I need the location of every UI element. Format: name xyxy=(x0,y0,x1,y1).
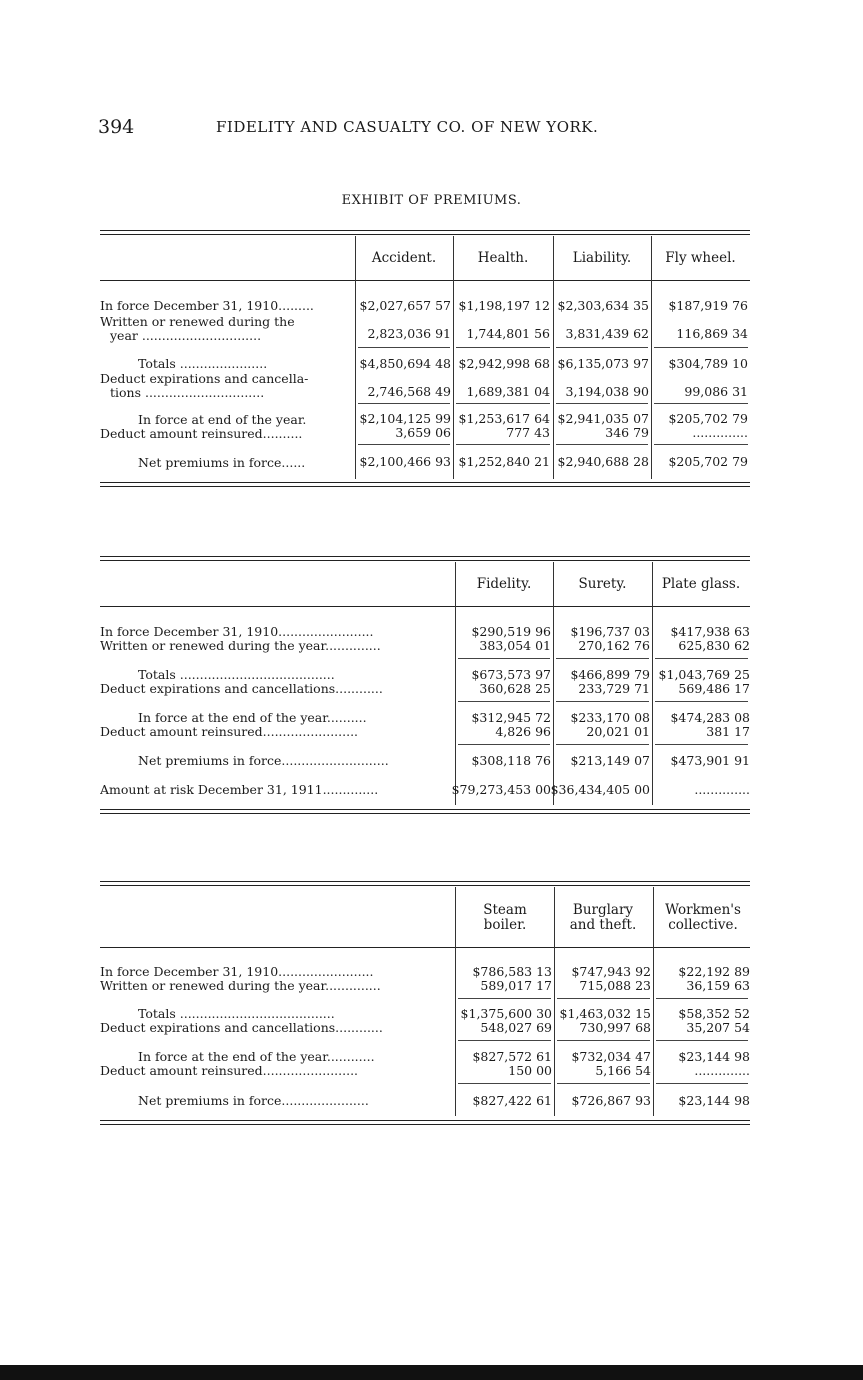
cell-value: $1,463,032 15 xyxy=(559,1006,651,1021)
cell-value: 35,207 54 xyxy=(686,1020,750,1035)
cell-value: 36,159 63 xyxy=(686,978,750,993)
cell-value: $2,303,634 35 xyxy=(557,298,649,313)
cell-value: 381 17 xyxy=(706,724,750,739)
cell-value: 625,830 62 xyxy=(678,638,750,653)
cell-value: 346 79 xyxy=(605,425,649,440)
column-header-burglary-theft: Burglary and theft. xyxy=(569,902,637,933)
cell-value: $233,170 08 xyxy=(570,710,650,725)
cell-value: $2,104,125 99 xyxy=(359,411,451,426)
cell-value: $474,283 08 xyxy=(670,710,750,725)
cell-value: $187,919 76 xyxy=(668,298,748,313)
scan-edge-bar xyxy=(0,1365,863,1380)
column-header-liability: Liability. xyxy=(572,250,632,266)
cell-value: $726,867 93 xyxy=(571,1093,651,1108)
cell-value: 1,689,381 04 xyxy=(466,384,550,399)
column-header-fidelity: Fidelity. xyxy=(476,576,532,592)
cell-value: 2,823,036 91 xyxy=(367,326,451,341)
column-header-accident: Accident. xyxy=(371,250,437,266)
cell-value: 3,831,439 62 xyxy=(565,326,649,341)
row-label: Written or renewed during the xyxy=(100,314,295,329)
row-label: Totals ....................................... xyxy=(138,1006,335,1021)
cell-value: $673,573 97 xyxy=(471,667,551,682)
cell-value: 233,729 71 xyxy=(578,681,650,696)
column-header-steam-boiler: Steam boiler. xyxy=(483,902,527,933)
exhibit-title: EXHIBIT OF PREMIUMS. xyxy=(341,193,522,208)
row-label: Net premiums in force........................... xyxy=(138,753,389,768)
page-number: 394 xyxy=(98,116,135,138)
row-label: In force at the end of the year.......... xyxy=(138,710,367,725)
cell-value: 5,166 54 xyxy=(595,1063,651,1078)
cell-value: $304,789 10 xyxy=(668,356,748,371)
cell-value: $196,737 03 xyxy=(570,624,650,639)
premiums-table-accident-health xyxy=(100,230,750,495)
cell-value: $2,027,657 57 xyxy=(359,298,451,313)
cell-value: 360,628 25 xyxy=(479,681,551,696)
cell-value: 730,997 68 xyxy=(579,1020,651,1035)
cell-value: .............. xyxy=(692,425,748,440)
row-label: In force December 31, 1910........................ xyxy=(100,964,374,979)
row-label: In force December 31, 1910........................ xyxy=(100,624,374,639)
row-label: Written or renewed during the year.............. xyxy=(100,978,381,993)
row-label: In force at the end of the year............ xyxy=(138,1049,375,1064)
cell-value: 777 43 xyxy=(506,425,550,440)
cell-value: 270,162 76 xyxy=(578,638,650,653)
cell-value: $2,941,035 07 xyxy=(557,411,649,426)
column-header-plate-glass: Plate glass. xyxy=(661,576,741,592)
cell-value: 1,744,801 56 xyxy=(466,326,550,341)
cell-value: $23,144 98 xyxy=(678,1049,750,1064)
cell-value: 99,086 31 xyxy=(684,384,748,399)
cell-value: $205,702 79 xyxy=(668,411,748,426)
cell-value: $4,850,694 48 xyxy=(359,356,451,371)
row-label: Deduct expirations and cancella- xyxy=(100,371,309,386)
cell-value: $466,899 79 xyxy=(570,667,650,682)
row-label: Amount at risk December 31, 1911.............. xyxy=(100,782,379,797)
row-label: Deduct expirations and cancellations............ xyxy=(100,681,383,696)
cell-value: 116,869 34 xyxy=(676,326,748,341)
row-label: Net premiums in force...... xyxy=(138,455,306,470)
column-header-fly-wheel: Fly wheel. xyxy=(665,250,736,266)
row-label: In force at end of the year. xyxy=(138,412,307,427)
cell-value: 3,659 06 xyxy=(395,425,451,440)
cell-value: 548,027 69 xyxy=(480,1020,552,1035)
cell-value: $747,943 92 xyxy=(571,964,651,979)
cell-value: $1,375,600 30 xyxy=(460,1006,552,1021)
cell-value: $312,945 72 xyxy=(471,710,551,725)
cell-value: $2,100,466 93 xyxy=(359,454,451,469)
cell-value: 383,054 01 xyxy=(479,638,551,653)
cell-value: 589,017 17 xyxy=(480,978,552,993)
row-label: Deduct amount reinsured........................ xyxy=(100,1063,359,1078)
premiums-table-steam-boiler-burglary xyxy=(100,881,750,1131)
column-header-surety: Surety. xyxy=(578,576,627,592)
cell-value: $6,135,073 97 xyxy=(557,356,649,371)
row-label: Totals ...................... xyxy=(138,356,268,371)
cell-value: 715,088 23 xyxy=(579,978,651,993)
cell-value: $786,583 13 xyxy=(472,964,552,979)
row-label: Net premiums in force...................... xyxy=(138,1093,369,1108)
cell-value: $827,422 61 xyxy=(472,1093,552,1108)
cell-value: $36,434,405 00 xyxy=(550,782,650,797)
row-label: In force December 31, 1910......... xyxy=(100,298,314,313)
cell-value: 20,021 01 xyxy=(586,724,650,739)
row-label: Deduct expirations and cancellations............ xyxy=(100,1020,383,1035)
row-label: Written or renewed during the year.............. xyxy=(100,638,381,653)
cell-value: $58,352 52 xyxy=(678,1006,750,1021)
cell-value: 150 00 xyxy=(508,1063,552,1078)
cell-value: $2,940,688 28 xyxy=(557,454,649,469)
cell-value: 569,486 17 xyxy=(678,681,750,696)
cell-value: $732,034 47 xyxy=(571,1049,651,1064)
cell-value: $1,043,769 25 xyxy=(658,667,750,682)
cell-value: $79,273,453 00 xyxy=(451,782,551,797)
row-label: Deduct amount reinsured.......... xyxy=(100,426,303,441)
cell-value: .............. xyxy=(694,782,750,797)
column-header-health: Health. xyxy=(477,250,529,266)
cell-value: $1,253,617 64 xyxy=(458,411,550,426)
cell-value: $827,572 61 xyxy=(472,1049,552,1064)
cell-value: .............. xyxy=(694,1063,750,1078)
cell-value: 2,746,568 49 xyxy=(367,384,451,399)
cell-value: 3,194,038 90 xyxy=(565,384,649,399)
cell-value: $308,118 76 xyxy=(471,753,551,768)
row-label: Deduct amount reinsured........................ xyxy=(100,724,359,739)
cell-value: $205,702 79 xyxy=(668,454,748,469)
cell-value: $2,942,998 68 xyxy=(458,356,550,371)
cell-value: $473,901 91 xyxy=(670,753,750,768)
cell-value: $290,519 96 xyxy=(471,624,551,639)
column-header-workmens-collective: Workmen's collective. xyxy=(665,902,741,933)
row-label: year .............................. xyxy=(110,328,262,343)
row-label: tions .............................. xyxy=(110,385,265,400)
row-label: Totals ....................................... xyxy=(138,667,335,682)
cell-value: 4,826 96 xyxy=(495,724,551,739)
running-head: FIDELITY AND CASUALTY CO. OF NEW YORK. xyxy=(216,118,599,136)
cell-value: $1,198,197 12 xyxy=(458,298,550,313)
premiums-table-fidelity-surety xyxy=(100,556,750,821)
cell-value: $213,149 07 xyxy=(570,753,650,768)
cell-value: $417,938 63 xyxy=(670,624,750,639)
cell-value: $22,192 89 xyxy=(678,964,750,979)
cell-value: $1,252,840 21 xyxy=(458,454,550,469)
cell-value: $23,144 98 xyxy=(678,1093,750,1108)
